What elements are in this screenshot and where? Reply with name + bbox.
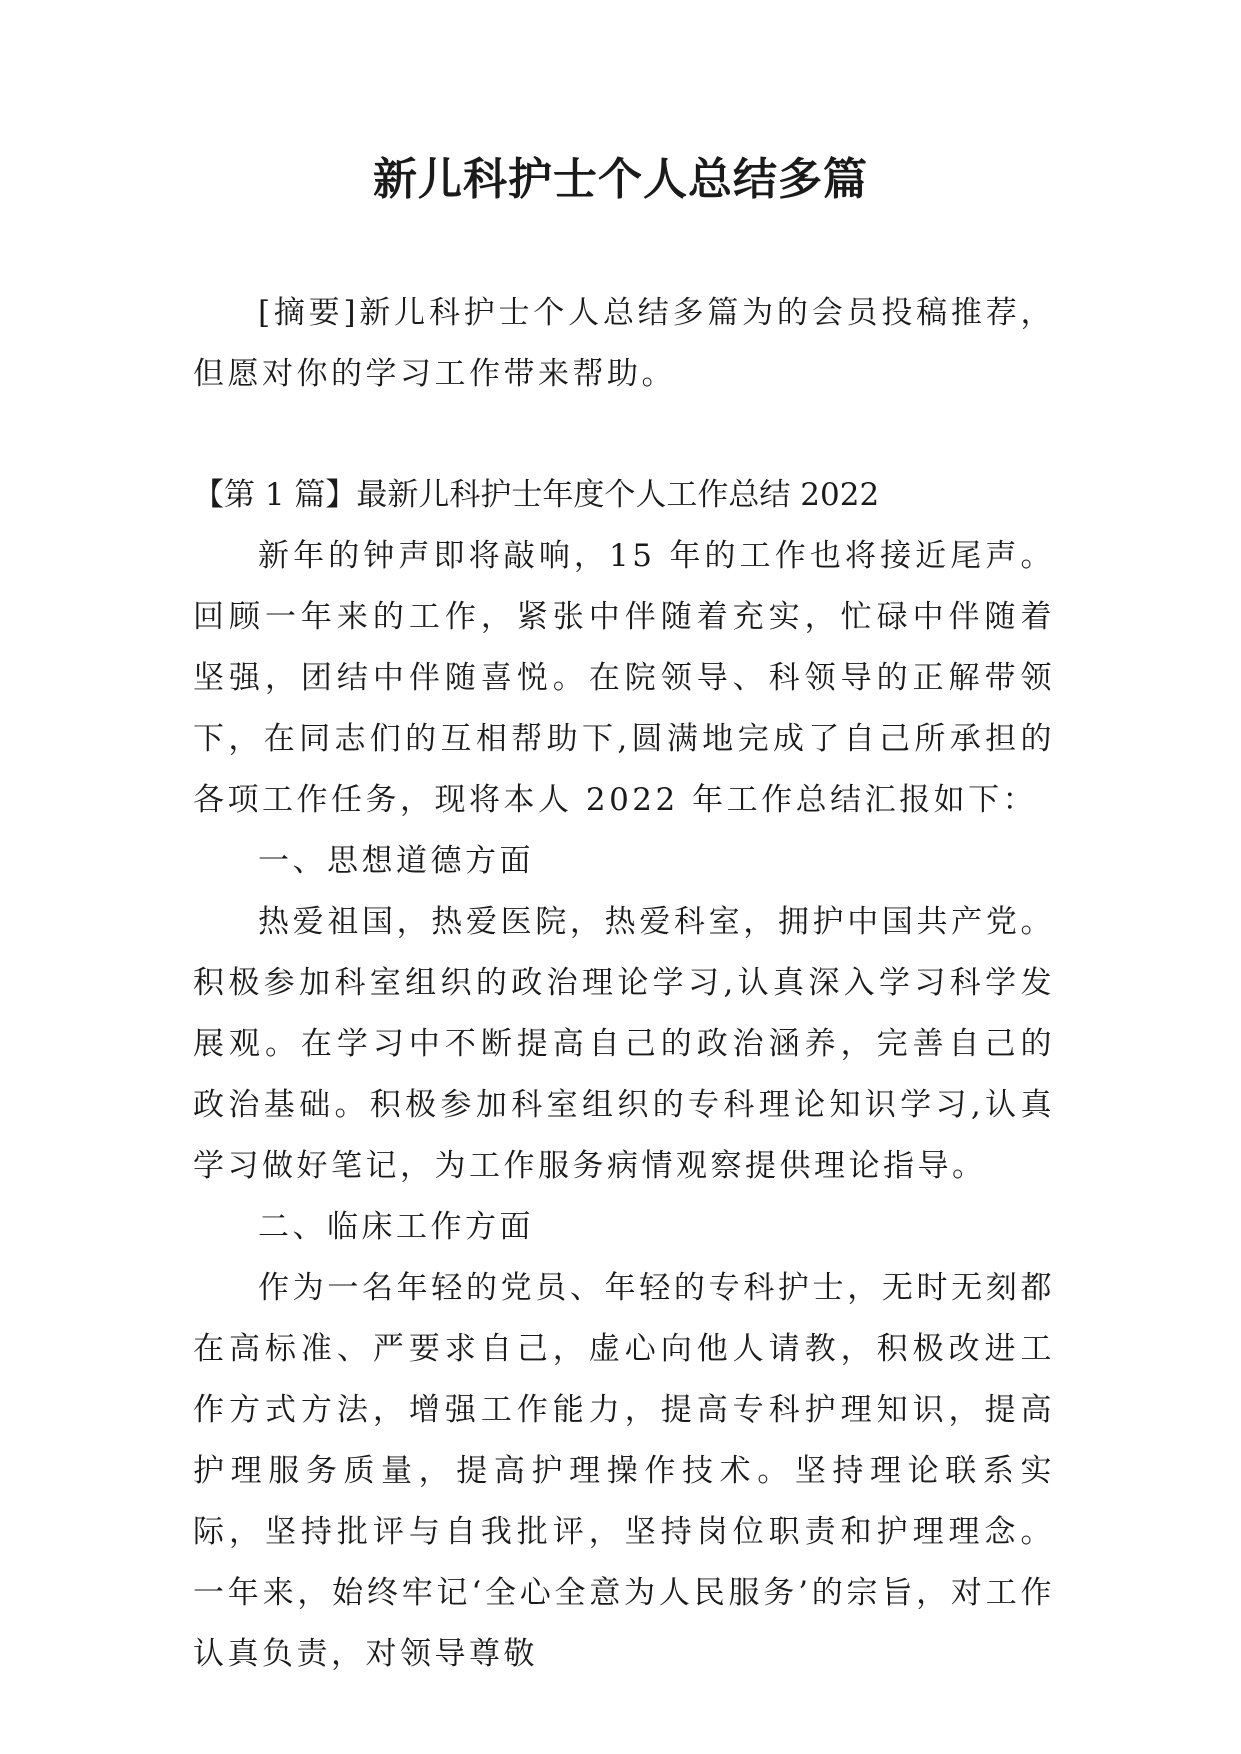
body-paragraph: 新年的钟声即将敲响，15 年的工作也将接近尾声。回顾一年来的工作，紧张中伴随着充实，忙碌中伴随着坚强，团结中伴随喜悦。在院领导、科领导的正解带领下，在同志们的互相帮助下,圆满地完成了自己所承担的各项工作任务，现将本人 2022 年工作总结汇报如下：: [193, 538, 1055, 818]
body-paragraph: 热爱祖国，热爱医院，热爱科室，拥护中国共产党。积极参加科室组织的政治理论学习,认真深入学习科学发展观。在学习中不断提高自己的政治涵养，完善自己的政治基础。积极参加科室组织的专科理论知识学习,认真学习做好笔记，为工作服务病情观察提供理论指导。: [193, 904, 1055, 1184]
section-heading-ideology: 一、思想道德方面: [258, 843, 534, 879]
abstract-paragraph: [摘要]新儿科护士个人总结多篇为的会员投稿推荐，但愿对你的学习工作带来帮助。: [193, 295, 1055, 392]
document-title: 新儿科护士个人总结多篇: [373, 154, 868, 205]
body-paragraph: 作为一名年轻的党员、年轻的专科护士，无时无刻都在高标准、严要求自己，虚心向他人请教，积极改进工作方式方法，增强工作能力，提高专科护理知识，提高护理服务质量，提高护理操作技术。坚持理论联系实际，坚持批评与自我批评，坚持岗位职责和护理理念。一年来，始终牢记‘全心全意为人民服务’的宗旨，对工作认真负责，对领导尊敬: [193, 1270, 1055, 1672]
chapter-section: [193, 465, 1055, 1685]
chapter-title: 【第 1 篇】最新儿科护士年度个人工作总结 2022: [193, 477, 880, 513]
section-heading-clinical: 二、临床工作方面: [258, 1209, 534, 1245]
